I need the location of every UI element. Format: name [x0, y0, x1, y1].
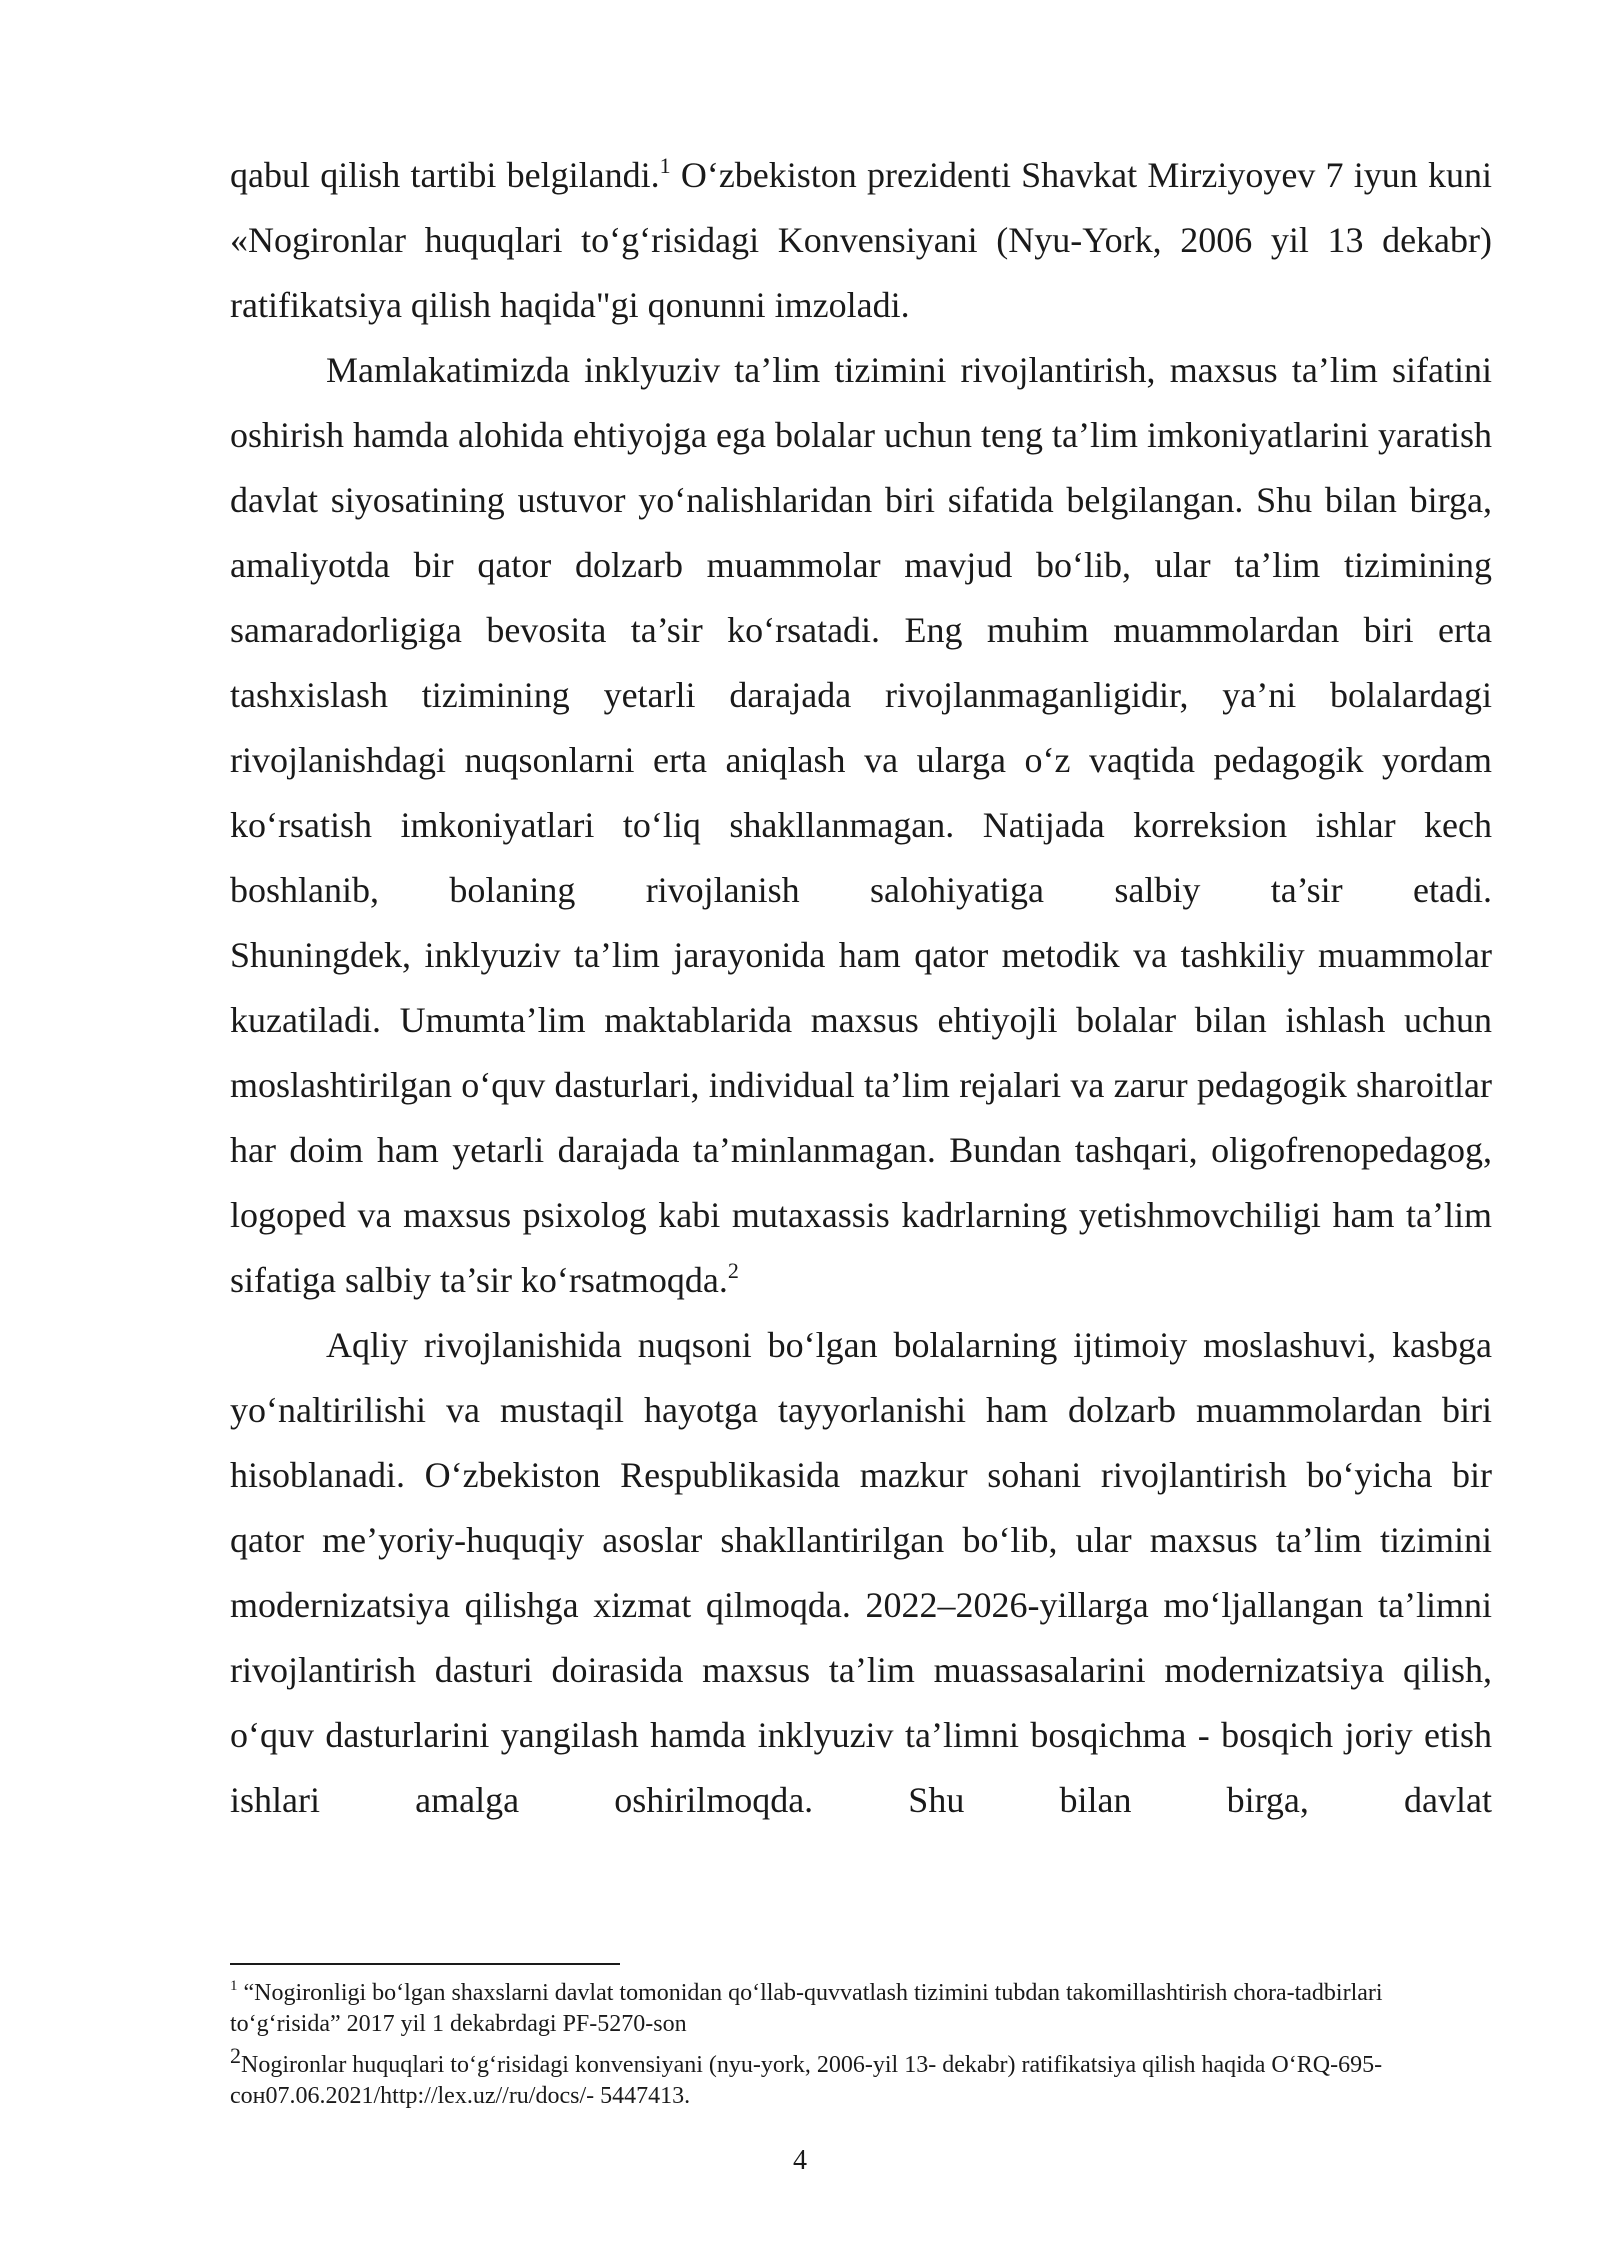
- body-text: [230, 143, 1492, 1833]
- paragraph-3-text: Shuningdek, inklyuziv ta’lim jarayonida ham qator metodik va tashkiliy muammolar kuzatiladi. Umumta’lim maktablarida maxsus ehtiyojli bolalar bilan ishlash uchun moslashtirilgan o‘quv dasturlari, individual ta’lim rejalari va zarur pedagogik sharoitlar har doim ham yetarli darajada ta’minlanmagan. Bundan tashqari, oligofrenopedagog, logoped va maxsus psixolog kabi mutaxassis kadrlarning yetishmovchiligi ham ta’lim sifatiga salbiy ta’sir ko‘rsatmoqda.: [230, 935, 1492, 1300]
- paragraph-3: [230, 923, 1492, 1313]
- page-number: 4: [793, 2145, 807, 2176]
- paragraph-2: Mamlakatimizda inklyuziv ta’lim tizimini rivojlantirish, maxsus ta’lim sifatini oshirish hamda alohida ehtiyojga ega bolalar uchun teng ta’lim imkoniyatlarini yaratish davlat siyosatining ustuvor yo‘nalishlaridan biri sifatida belgilangan. Shu bilan birga, amaliyotda bir qator dolzarb muammolar mavjud bo‘lib, ular ta’lim tizimining samaradorligiga bevosita ta’sir ko‘rsatadi. Eng muhim muammolardan biri erta tashxislash tizimining yetarli darajada rivojlanmaganligidir, ya’ni bolalardagi rivojlanishdagi nuqsonlarni erta aniqlash va ularga o‘z vaqtida pedagogik yordam ko‘rsatish imkoniyatlari to‘liq shakllanmagan. Natijada korreksion ishlar kech boshlanib, bolaning rivojlanish salohiyatiga salbiy ta’sir etadi.: [230, 350, 1492, 910]
- paragraph-4: Aqliy rivojlanishida nuqsoni bo‘lgan bolalarning ijtimoiy moslashuvi, kasbga yo‘naltirilishi va mustaqil hayotga tayyorlanishi ham dolzarb muammolardan biri hisoblanadi. O‘zbekiston Respublikasida mazkur sohani rivojlantirish bo‘yicha bir qator me’yoriy-huquqiy asoslar shakllantirilgan bo‘lib, ular maxsus ta’lim tizimini modernizatsiya qilishga xizmat qilmoqda. 2022–2026-yillarga mo‘ljallangan ta’limni rivojlantirish dasturi doirasida maxsus ta’lim muassasalarini modernizatsiya qilish, o‘quv dasturlarini yangilash hamda inklyuziv ta’limni bosqichma - bosqich joriy etish ishlari amalga oshirilmoqda. Shu bilan birga, davlat: [230, 1325, 1492, 1820]
- footnote-1-text: “Nogironligi bo‘lgan shaxslarni davlat tomonidan qo‘llab-quvvatlash tizimini tubdan takomillashtirish chora-tadbirlari to‘g‘risida” 2017 yil 1 dekabrdagi PF-5270-son: [230, 1980, 1383, 2037]
- footnote-2-text: Nogironlar huquqlari to‘g‘risidagi konvensiyani (nyu-york, 2006-yil 13- dekabr) ratifikatsiya qilish haqida O‘RQ-695-сон07.06.2021/http://lex.uz//ru/docs/- 5447413.: [230, 2052, 1383, 2109]
- footnote-1: [230, 1978, 1492, 2040]
- paragraph-1-text-end: O‘zbekiston prezidenti Shavkat Mirziyoyev 7 iyun kuni «Nogironlar huquqlari to‘g‘risidagi Konvensiyani (Nyu-York, 2006 yil 13 dekabr) ratifikatsiya qilish haqida"gi qonunni imzoladi.: [230, 155, 1492, 325]
- paragraph-1-text-start: qabul qilish tartibi belgilandi.: [230, 155, 660, 195]
- footnote-2: [230, 2043, 1492, 2112]
- footnote-1-marker: 1: [230, 1978, 238, 1994]
- footnotes: [230, 1978, 1492, 2122]
- footnote-ref-2[interactable]: 2: [727, 1258, 739, 1283]
- footnote-2-marker: 2: [230, 2043, 241, 2068]
- paragraph-1: [230, 143, 1492, 338]
- footnote-ref-1[interactable]: 1: [659, 153, 671, 178]
- footnote-separator: [230, 1963, 620, 1965]
